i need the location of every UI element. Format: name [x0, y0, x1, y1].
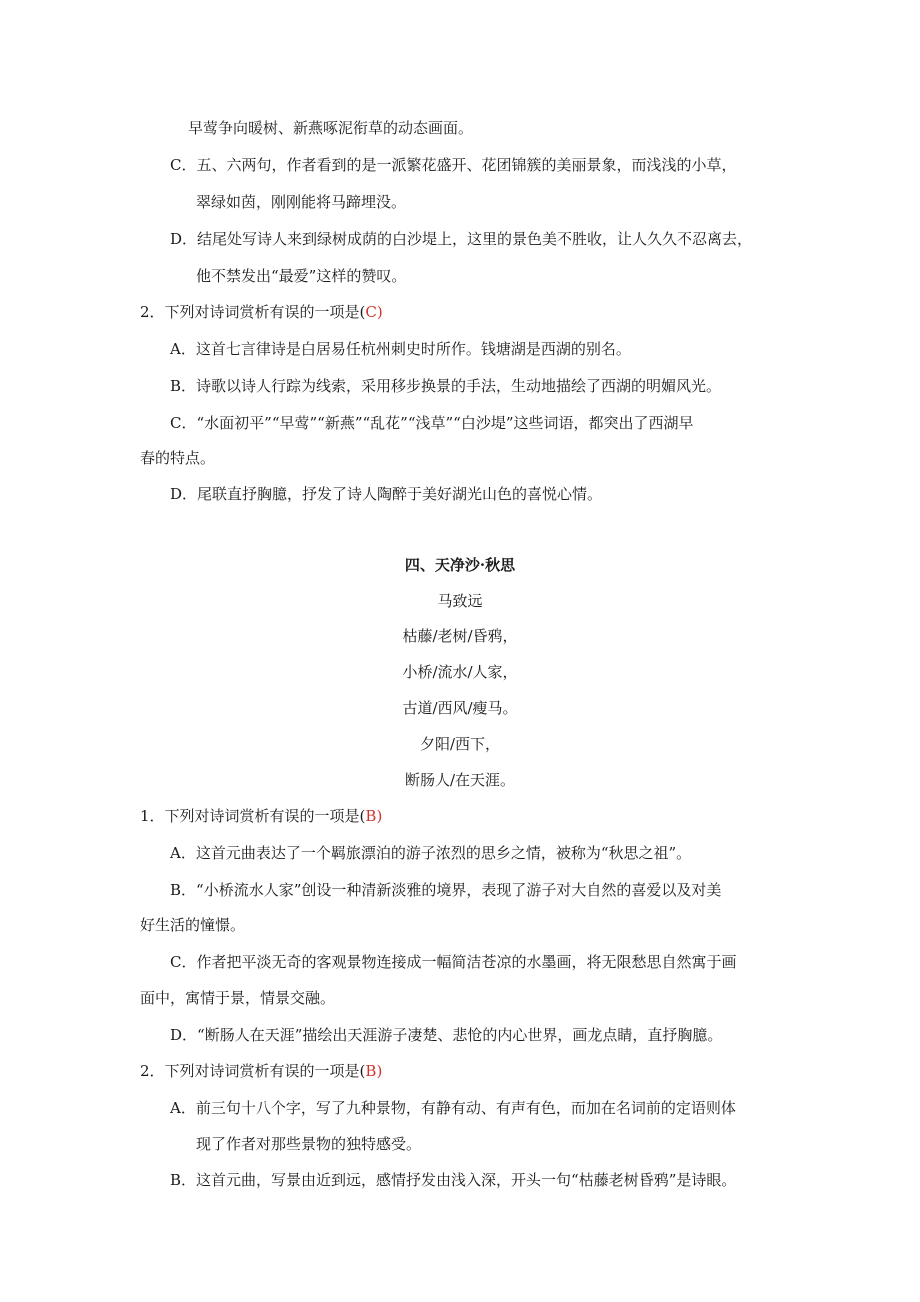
s4-q1-option-a: A．这首元曲表达了一个羁旅漂泊的游子浓烈的思乡之情，被称为“秋思之祖”。 — [170, 844, 692, 862]
question-stem: 2．下列对诗词赏析有误的一项是( — [140, 1062, 366, 1080]
poem-line: 枯藤/老树/昏鸦， — [402, 627, 518, 645]
s3-q2-option-a: A．这首七言律诗是白居易任杭州刺史时所作。钱塘湖是西湖的别名。 — [170, 340, 631, 358]
s3-option-d-continued: 他不禁发出“最爱”这样的赞叹。 — [196, 267, 407, 285]
s4-q1-option-c-continued: 面中，寓情于景，情景交融。 — [140, 989, 336, 1007]
s3-option-b-continued: 早莺争向暖树、新燕啄泥衔草的动态画面。 — [188, 119, 474, 137]
question-stem: 1．下列对诗词赏析有误的一项是( — [140, 807, 366, 825]
s4-q2-option-a-continued: 现了作者对那些景物的独特感受。 — [196, 1135, 422, 1153]
s3-q2-option-d: D．尾联直抒胸臆，抒发了诗人陶醉于美好湖光山色的喜悦心情。 — [170, 485, 603, 503]
s3-option-c: C．五、六两句，作者看到的是一派繁花盛开、花团锦簇的美丽景象，而浅浅的小草， — [170, 156, 737, 174]
poem-line: 断肠人/在天涯。 — [404, 771, 516, 789]
answer-letter: B — [365, 807, 377, 825]
question-stem: 2．下列对诗词赏析有误的一项是( — [140, 303, 366, 321]
poem-line: 夕阳/西下， — [419, 735, 501, 753]
poem-author: 马致远 — [437, 592, 483, 610]
s4-question-1 — [140, 806, 382, 826]
section-4-title: 四、天净沙·秋思 — [404, 556, 516, 574]
answer-close-paren: ) — [376, 1062, 383, 1080]
s4-q2-option-a: A．前三句十八个字，写了九种景物，有静有动、有声有色，而加在名词前的定语则体 — [170, 1099, 736, 1117]
s4-q2-option-b: B．这首元曲，写景由近到远，感情抒发由浅入深，开头一句“枯藤老树昏鸦”是诗眼。 — [170, 1171, 737, 1189]
s3-q2-option-c-continued: 春的特点。 — [140, 449, 216, 467]
answer-letter: C — [365, 303, 377, 321]
answer-letter: B — [365, 1062, 377, 1080]
s4-q1-option-c: C．作者把平淡无奇的客观景物连接成一幅简洁苍凉的水墨画，将无限愁思自然寓于画 — [170, 953, 737, 971]
s4-q1-option-d: D．“断肠人在天涯”描绘出天涯游子凄楚、悲怆的内心世界，画龙点睛，直抒胸臆。 — [170, 1026, 723, 1044]
answer-close-paren: ) — [376, 807, 383, 825]
s4-question-2 — [140, 1061, 382, 1081]
s4-q1-option-b: B．“小桥流水人家”创设一种清新淡雅的境界，表现了游子对大自然的喜爱以及对美 — [170, 881, 722, 899]
s4-q1-option-b-continued: 好生活的憧憬。 — [140, 916, 246, 934]
s3-q2-option-b: B．诗歌以诗人行踪为线索，采用移步换景的手法，生动地描绘了西湖的明媚风光。 — [170, 377, 722, 395]
poem-line: 古道/西风/瘦马。 — [402, 699, 518, 717]
s3-q2-option-c: C．“水面初平”“早莺”“新燕”“乱花”“浅草”“白沙堤”这些词语，都突出了西湖早 — [170, 414, 694, 432]
s3-option-d: D．结尾处写诗人来到绿树成荫的白沙堤上，这里的景色美不胜收，让人久久不忍离去， — [170, 230, 753, 248]
s3-question-2 — [140, 302, 383, 322]
answer-close-paren: ) — [376, 303, 383, 321]
s3-option-c-continued: 翠绿如茵，刚刚能将马蹄埋没。 — [196, 193, 407, 211]
poem-line: 小桥/流水/人家， — [402, 663, 518, 681]
